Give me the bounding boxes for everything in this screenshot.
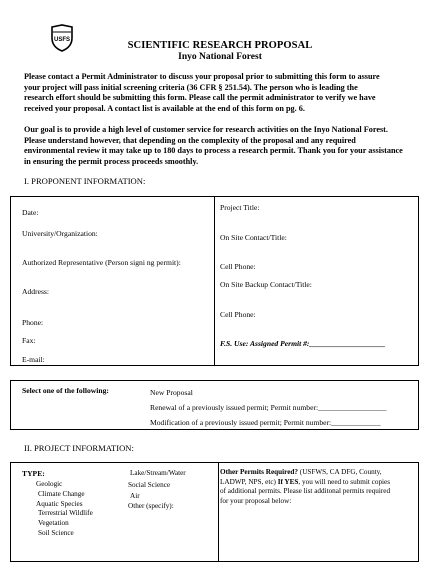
- text-line: [220, 478, 390, 488]
- type-terrestrial-wildlife[interactable]: Terrestrial Wildlife: [38, 509, 93, 517]
- text-line: for your proposal below:: [220, 496, 292, 505]
- option-renewal[interactable]: Renewal of a previously issued permit; Permit number:__________________: [150, 403, 387, 412]
- option-modification[interactable]: Modification of a previously issued permit; Permit number:_____________: [150, 418, 381, 427]
- submit-copies-text: , you will need to submit copies: [298, 477, 391, 486]
- select-label: Select one of the following:: [22, 386, 109, 395]
- text-line: environmental review it may take up to 180 days to process a research permit. Thank you for your assistance: [24, 146, 403, 156]
- type-climate-change[interactable]: Climate Change: [38, 490, 85, 498]
- type-other-specify[interactable]: Other (specify):: [128, 502, 174, 510]
- cell-phone-label[interactable]: Cell Phone:: [220, 262, 256, 271]
- text-line: Please contact a Permit Administrator to discuss your proposal prior to submitting this form to assure: [24, 72, 380, 81]
- other-permits-text: [220, 468, 390, 506]
- text-line: Our goal is to provide a high level of customer service for research activities on the Inyo National Forest.: [24, 125, 388, 134]
- page-subtitle: Inyo National Forest: [178, 52, 262, 62]
- type-soil-science[interactable]: Soil Science: [38, 529, 74, 537]
- project-title-label[interactable]: Project Title:: [220, 203, 260, 212]
- other-permits-question: Other Permits Required?: [220, 468, 298, 476]
- text-line: Please understand however, that depending on the complexity of the proposal and any required: [24, 135, 356, 145]
- authorized-rep-label[interactable]: Authorized Representative (Person signi ng permit):: [22, 258, 181, 267]
- section-heading-project: II. PROJECT INFORMATION:: [24, 443, 134, 453]
- section-heading-proponent: I. PROPONENT INFORMATION:: [24, 176, 146, 186]
- fs-use-permit-number: F.S. Use: Assigned Permit #:____________________: [220, 339, 386, 348]
- text-line: in ensuring the permit process proceeds smoothly.: [24, 156, 199, 166]
- type-aquatic-species[interactable]: Aquatic Species: [36, 500, 83, 508]
- text-line: received your proposal. A contact list is available at the end of this form on pg. 6.: [24, 103, 305, 113]
- type-label: TYPE:: [22, 469, 45, 478]
- intro-paragraph-2: [24, 125, 420, 167]
- onsite-backup-contact-label[interactable]: On Site Backup Contact/Title:: [220, 280, 312, 289]
- type-geologic[interactable]: Geologic: [36, 480, 63, 488]
- backup-cell-phone-label[interactable]: Cell Phone:: [220, 310, 256, 319]
- text-line: research effort should be submitting this form. Please call the permit administrator to verify we have: [24, 93, 376, 103]
- logo-text: USFS: [53, 37, 71, 43]
- text-line: [220, 468, 390, 478]
- text-line: of additional permits. Please list additonal permits required: [220, 487, 391, 496]
- option-new-proposal[interactable]: New Proposal: [150, 388, 193, 397]
- intro-paragraph-1: [24, 72, 420, 114]
- phone-label[interactable]: Phone:: [22, 318, 44, 327]
- page-title: SCIENTIFIC RESEARCH PROPOSAL: [127, 40, 313, 51]
- box-divider: [214, 196, 215, 366]
- box-divider: [218, 462, 219, 562]
- other-permits-agencies-cont: LADWP, NPS, etc): [220, 477, 278, 486]
- type-social-science[interactable]: Social Science: [128, 481, 171, 489]
- type-air[interactable]: Air: [130, 492, 140, 500]
- date-label[interactable]: Date:: [22, 208, 39, 217]
- fax-label[interactable]: Fax:: [22, 336, 36, 345]
- onsite-contact-label[interactable]: On Site Contact/Title:: [220, 233, 287, 242]
- type-lake-stream-water[interactable]: Lake/Stream/Water: [130, 469, 186, 477]
- text-line: your project will pass initial screening criteria (36 CFR § 251.54). The person who is leading the: [24, 82, 358, 92]
- type-vegetation[interactable]: Vegetation: [38, 519, 69, 527]
- address-label[interactable]: Address:: [22, 287, 49, 296]
- email-label[interactable]: E-mail:: [22, 355, 45, 364]
- other-permits-agencies: (USFWS, CA DFG, County,: [298, 468, 382, 476]
- organization-label[interactable]: University/Organization:: [22, 229, 98, 238]
- if-yes-text: If YES: [277, 477, 299, 486]
